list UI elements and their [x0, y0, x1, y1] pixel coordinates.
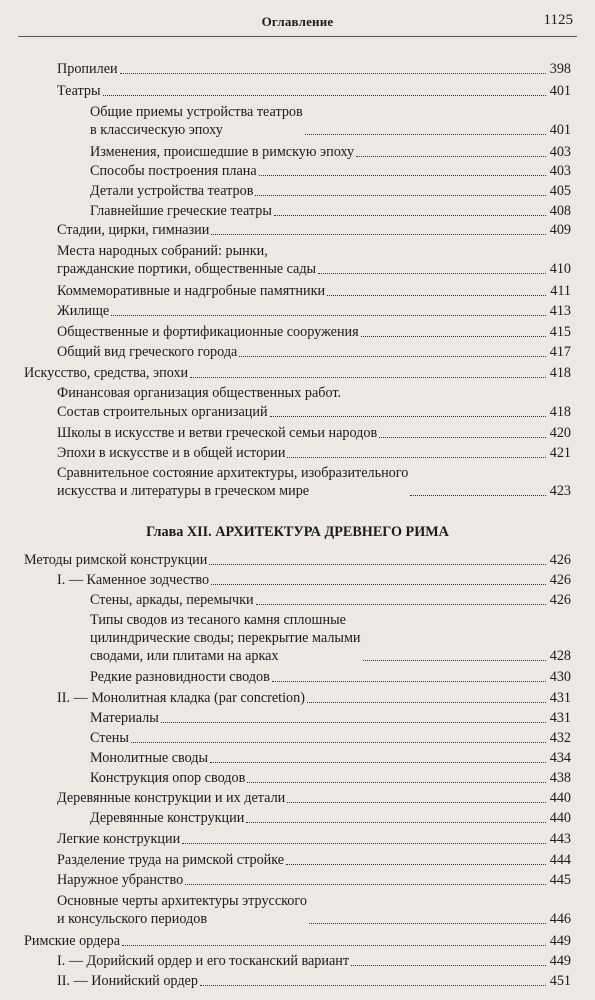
toc-entry-page: 431	[549, 690, 571, 706]
toc-entry-text: Общий вид греческого города	[57, 344, 238, 360]
page-number: 1125	[543, 12, 573, 28]
page-header	[0, 8, 595, 34]
toc-entry-page: 403	[549, 144, 571, 160]
leader-dots	[211, 234, 545, 235]
toc-entry	[90, 749, 571, 767]
leader-dots	[247, 782, 545, 783]
toc-entry-text: I. — Дорийский ордер и его тосканский вариант	[57, 953, 350, 969]
toc-entry-page: 401	[549, 83, 571, 99]
toc-entry-page: 444	[549, 852, 571, 868]
leader-dots	[190, 377, 546, 378]
toc-entry-text: Наружное убранство	[57, 872, 184, 888]
toc-entry	[57, 689, 571, 707]
toc-entry-text: Монолитные своды	[90, 750, 209, 766]
toc-entry-page: 417	[549, 344, 571, 360]
toc-entry	[57, 242, 571, 278]
toc-entry	[90, 668, 571, 686]
toc-entry-text: Сравнительное состояние архитектуры, изобразительного искусства и литературы в греческом мире	[57, 465, 409, 499]
toc-entry	[57, 82, 571, 100]
toc-entry-page: 415	[549, 324, 571, 340]
leader-dots	[209, 564, 545, 565]
toc-entry	[24, 364, 571, 382]
toc-entry-page: 434	[549, 750, 571, 766]
toc-entry-text: Легкие конструкции	[57, 831, 181, 847]
toc-entry	[57, 444, 571, 462]
toc-entry	[57, 464, 571, 500]
toc-entry	[90, 611, 571, 665]
toc-entry-text: Основные черты архитектуры этрусского и консульского периодов	[57, 893, 307, 927]
toc-entry	[57, 789, 571, 807]
leader-dots	[185, 884, 546, 885]
toc-entry	[57, 871, 571, 889]
leader-dots	[256, 604, 546, 605]
toc-entry-page: 438	[549, 770, 571, 786]
toc-entry-page: 443	[549, 831, 571, 847]
toc-entry	[57, 830, 571, 848]
toc-entry-page: 440	[549, 790, 571, 806]
leader-dots	[246, 822, 545, 823]
toc-entry-text: Изменения, происшедшие в римскую эпоху	[90, 144, 355, 160]
leader-dots	[363, 660, 546, 661]
header-rule	[18, 36, 577, 37]
toc-entry	[90, 103, 571, 139]
toc-entry-text: Пропилеи	[57, 61, 118, 77]
toc-entry-text: Жилище	[57, 303, 110, 319]
toc-entry-text: Конструкция опор сводов	[90, 770, 246, 786]
toc-entry-page: 432	[549, 730, 571, 746]
toc-entry-page: 413	[549, 303, 571, 319]
toc-entry-text: Стены	[90, 730, 129, 746]
leader-dots	[286, 864, 546, 865]
leader-dots	[210, 762, 546, 763]
toc-entry-text: I. — Каменное зодчество	[57, 572, 210, 588]
toc-entry	[90, 769, 571, 787]
toc-entry-page: 408	[549, 203, 571, 219]
toc-entry	[57, 282, 571, 300]
toc-entry-page: 401	[549, 122, 571, 138]
leader-dots	[274, 215, 546, 216]
toc-entry	[90, 162, 571, 180]
toc-entry-page: 403	[549, 163, 571, 179]
toc-entry-text: Общие приемы устройства театров в классическую эпоху	[90, 104, 303, 138]
toc-entry	[24, 932, 571, 950]
leader-dots	[161, 722, 546, 723]
leader-dots	[351, 965, 546, 966]
leader-dots	[259, 175, 546, 176]
toc-entry-page: 445	[549, 872, 571, 888]
leader-dots	[182, 843, 546, 844]
toc-entry-text: Школы в искусстве и ветви греческой семьи народов	[57, 425, 378, 441]
toc-entry-text: II. — Монолитная кладка (par concretion)	[57, 690, 305, 706]
toc-entry-text: Общественные и фортификационные сооружения	[57, 324, 359, 340]
toc-entry-page: 451	[549, 973, 571, 989]
toc-entry-page: 398	[549, 61, 571, 77]
leader-dots	[272, 681, 546, 682]
toc-entry	[90, 202, 571, 220]
leader-dots	[410, 495, 545, 496]
toc-entry-page: 426	[549, 552, 571, 568]
toc-entry-text: Места народных собраний: рынки, гражданские портики, общественные сады	[57, 243, 317, 277]
leader-dots	[327, 295, 546, 296]
toc-entry-text: Редкие разновидности сводов	[90, 669, 270, 685]
leader-dots	[211, 584, 546, 585]
toc-entry-text: Деревянные конструкции	[90, 810, 245, 826]
toc-entry	[57, 972, 571, 990]
toc-entry-page: 423	[549, 483, 571, 499]
toc-entry-page: 446	[549, 911, 571, 927]
toc-entry-page: 449	[549, 953, 571, 969]
leader-dots	[318, 273, 546, 274]
toc-entry-text: Детали устройства театров	[90, 183, 254, 199]
toc-entry-text: II. — Ионийский ордер	[57, 973, 198, 989]
running-title: Оглавление	[261, 14, 334, 29]
toc-entry-page: 410	[549, 261, 571, 277]
toc-entry-page: 421	[549, 445, 571, 461]
toc-entry	[90, 729, 571, 747]
leader-dots	[255, 195, 545, 196]
toc-entry	[90, 809, 571, 827]
chapter-heading: Глава XII. АРХИТЕКТУРА ДРЕВНЕГО РИМА	[146, 524, 449, 540]
toc-entry-text: Театры	[57, 83, 101, 99]
toc-entry-text: Коммеморативные и надгробные памятники	[57, 283, 326, 299]
leader-dots	[200, 985, 546, 986]
toc-entry-page: 420	[549, 425, 571, 441]
leader-dots	[239, 356, 545, 357]
toc-entry-text: Финансовая организация общественных работ.	[57, 385, 342, 401]
toc-entry	[57, 851, 571, 869]
toc-entry-page: 409	[549, 222, 571, 238]
toc-entry-page: 418	[549, 365, 571, 381]
toc-entry	[57, 952, 571, 970]
toc-entry-page: 430	[549, 669, 571, 685]
leader-dots	[309, 923, 546, 924]
toc-entry-text: Стадии, цирки, гимназии	[57, 222, 210, 238]
toc-entry	[90, 591, 571, 609]
toc-entry-text: Разделение труда на римской стройке	[57, 852, 285, 868]
toc-entry-page: 405	[549, 183, 571, 199]
leader-dots	[361, 336, 546, 337]
toc-entry-text: Стены, аркады, перемычки	[90, 592, 254, 608]
toc-entry-text: Материалы	[90, 710, 159, 726]
leader-dots	[287, 802, 545, 803]
toc-entry	[57, 384, 571, 402]
leader-dots	[131, 742, 546, 743]
toc-entry	[57, 424, 571, 442]
toc-entry	[57, 60, 571, 78]
leader-dots	[287, 457, 545, 458]
toc-entry-text: Методы римской конструкции	[24, 552, 208, 568]
leader-dots	[356, 156, 546, 157]
leader-dots	[111, 315, 546, 316]
toc-entry	[90, 709, 571, 727]
toc-entry-text: Способы построения плана	[90, 163, 257, 179]
toc-entry-page: 440	[549, 810, 571, 826]
toc-entry-page: 428	[549, 648, 571, 664]
toc-entry-page: 426	[549, 572, 571, 588]
toc-entry	[57, 571, 571, 589]
toc-entry-page: 449	[549, 933, 571, 949]
toc-entry	[57, 221, 571, 239]
toc-entry	[90, 143, 571, 161]
toc-entry-page: 426	[549, 592, 571, 608]
toc-entry-page: 431	[549, 710, 571, 726]
toc-entry	[24, 551, 571, 569]
toc-entry	[90, 182, 571, 200]
leader-dots	[120, 73, 546, 74]
toc-entry-text: Состав строительных организаций	[57, 404, 268, 420]
leader-dots	[379, 437, 546, 438]
toc-entry-page: 411	[550, 283, 571, 299]
leader-dots	[103, 95, 546, 96]
leader-dots	[305, 134, 546, 135]
toc-entry	[57, 302, 571, 320]
toc-entry	[57, 892, 571, 928]
toc-entry	[57, 323, 571, 341]
toc-entry-text: Деревянные конструкции и их детали	[57, 790, 286, 806]
leader-dots	[307, 702, 546, 703]
toc-entry-text: Типы сводов из тесаного камня сплошные цилиндрические своды; перекрытие малыми сводами, или плитами на арках	[90, 612, 361, 664]
toc-entry	[57, 343, 571, 361]
toc-entry-page: 418	[549, 404, 571, 420]
toc-entry	[57, 403, 571, 421]
leader-dots	[122, 945, 546, 946]
toc-entry-text: Эпохи в искусстве и в общей истории	[57, 445, 286, 461]
leader-dots	[270, 416, 546, 417]
toc-entry-text: Искусство, средства, эпохи	[24, 365, 189, 381]
toc-entry-text: Главнейшие греческие театры	[90, 203, 272, 219]
toc-entry-text: Римские ордера	[24, 933, 120, 949]
